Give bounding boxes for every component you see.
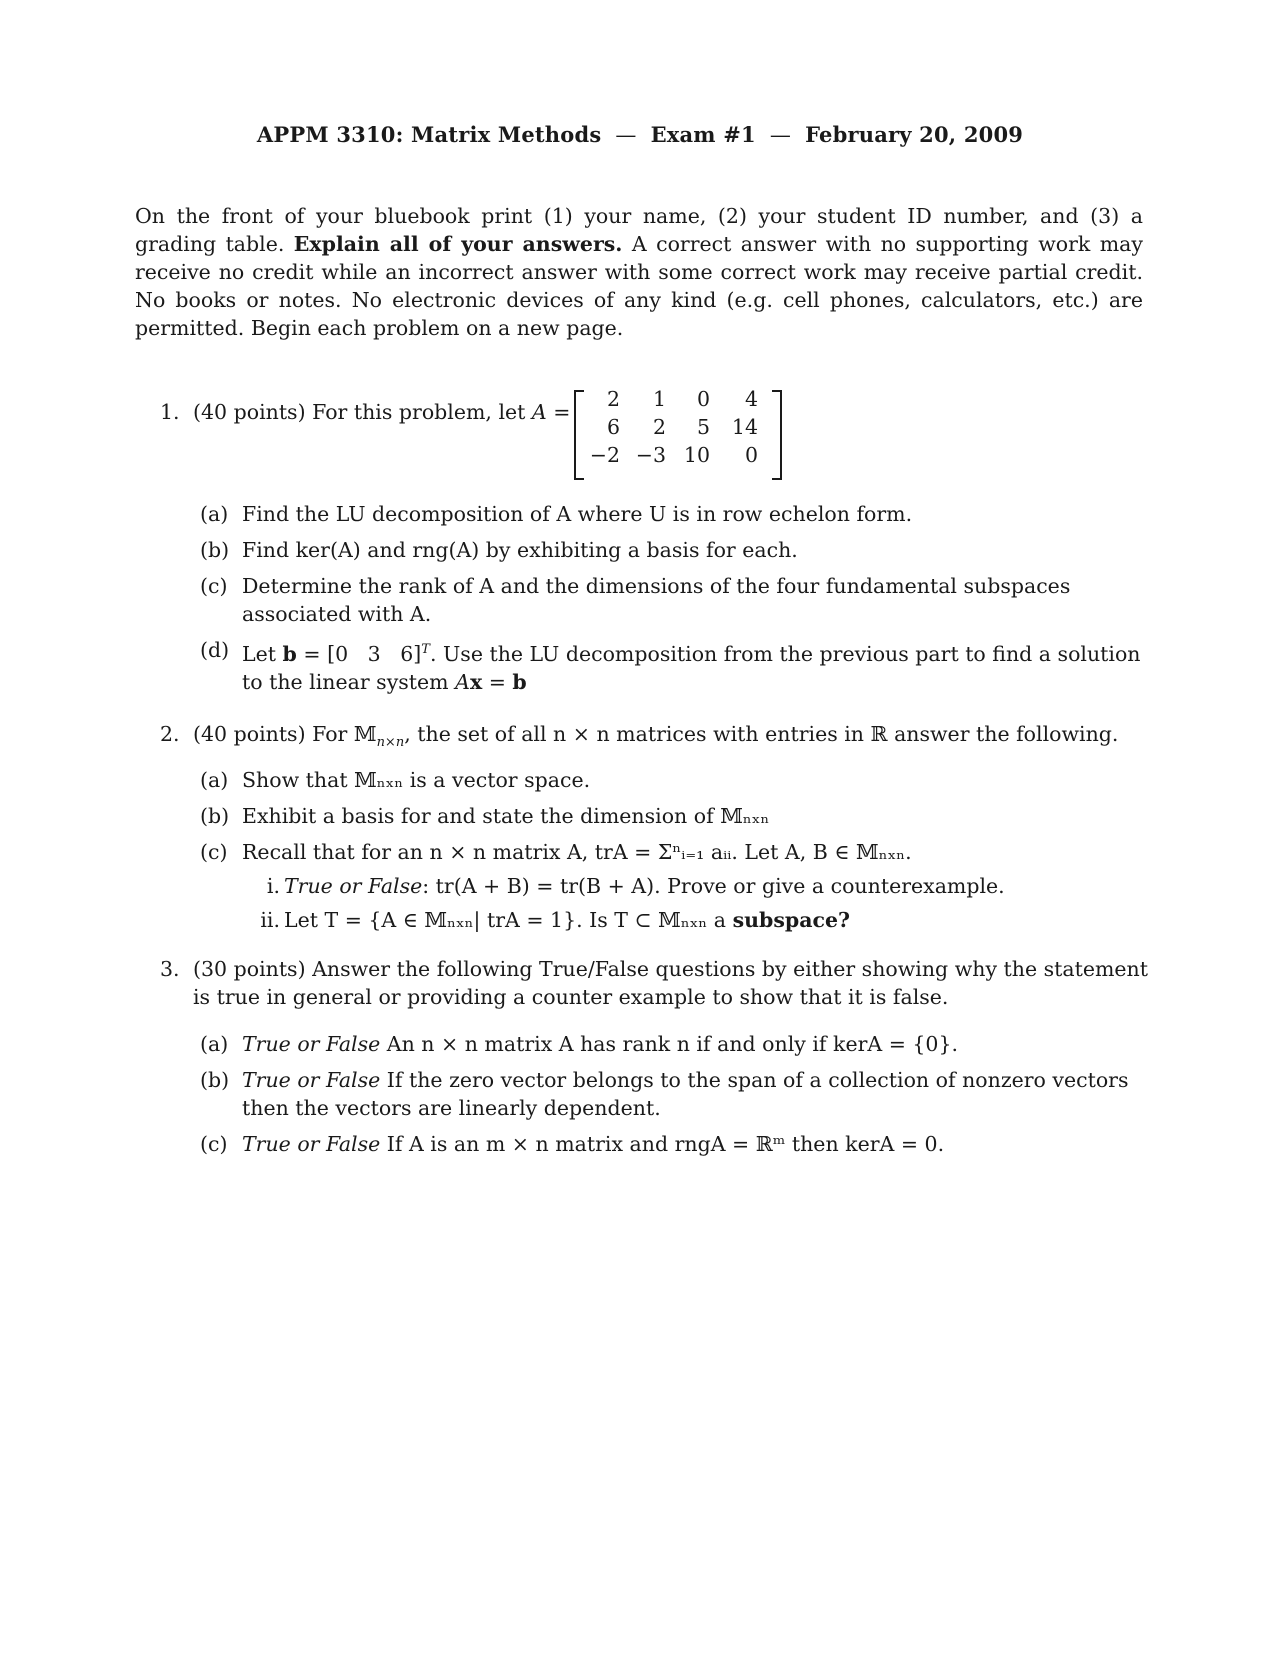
matrix-cell: 10 — [683, 443, 710, 467]
instructions-part-2: A correct answer with no supporting work may receive no credit while an incorrect answer with some correct work may receive partial credit. No books or notes. No electronic devices of any kind (e.g. cell phones, calculators, etc.) are permitted. Begin each problem on a new page. — [135, 232, 1143, 340]
matrix-right-bracket — [772, 390, 782, 480]
matrix-cell: 1 — [652, 387, 666, 411]
exam-date: February 20, 2009 — [805, 122, 1024, 147]
problem-3a-text: True or False An n × n matrix A has rank n if and only if kerA = {0}. — [242, 1032, 959, 1056]
problem-2-intro: (40 points) For 𝕄$_{n\times n}$, the set of all n × n matrices with entries in ℝ answer the following. — [193, 722, 1119, 751]
problem-1-intro: (40 points) For this problem, let A = — [193, 400, 571, 424]
problem-2-header — [160, 720, 1150, 751]
problem-3a-label: (a) — [200, 1032, 229, 1056]
problem-3c-text: True or False If A is an m × n matrix and rngA = ℝᵐ then kerA = 0. — [242, 1132, 945, 1156]
problem-1-number: 1. — [160, 400, 180, 424]
problem-1c-text: Determine the rank of A and the dimensions of the four fundamental subspaces associated with A. — [242, 574, 1071, 626]
matrix-A — [574, 387, 782, 478]
problem-1b-text: Find ker(A) and rng(A) by exhibiting a basis for each. — [242, 538, 798, 562]
matrix-cell: −3 — [635, 443, 666, 467]
exam-number: Exam #1 — [650, 122, 756, 147]
matrix-cell: 0 — [696, 387, 710, 411]
title-separator: — — [615, 123, 637, 147]
problem-2b-label: (b) — [200, 804, 230, 828]
problem-3b-text: True or False If the zero vector belongs to the span of a collection of nonzero vectors then the vectors are linearly dependent. — [242, 1068, 1129, 1120]
problem-3-header — [160, 955, 1150, 1009]
instructions — [135, 202, 1143, 342]
problem-3b-label: (b) — [200, 1068, 230, 1092]
problem-3c-label: (c) — [200, 1132, 228, 1156]
problem-1c-label: (c) — [200, 574, 228, 598]
instructions-part-1: On the front of your bluebook print (1) your name, (2) your student ID number, and (3) a grading table. — [135, 204, 1143, 256]
matrix-cell: 5 — [696, 415, 710, 439]
problem-2c-text: Recall that for an n × n matrix A, trA = Σⁿᵢ₌₁ aᵢᵢ. Let A, B ∈ 𝕄ₙₓₙ. — [242, 840, 912, 864]
course-title: APPM 3310: Matrix Methods — [256, 122, 602, 147]
problem-2a-text: Show that 𝕄ₙₓₙ is a vector space. — [242, 768, 591, 792]
matrix-cell: 14 — [731, 415, 758, 439]
problem-2a-label: (a) — [200, 768, 229, 792]
problem-3-intro: (30 points) Answer the following True/False questions by either showing why the statement is true in general or providing a counter example to show that it is false. — [193, 957, 1148, 1009]
problem-1a-text: Find the LU decomposition of A where U is in row echelon form. — [242, 502, 913, 526]
matrix-cell: −2 — [589, 443, 620, 467]
problem-3-number: 3. — [160, 957, 180, 981]
matrix-cell: 6 — [606, 415, 620, 439]
problem-2c-ii-text: Let T = {A ∈ 𝕄ₙₓₙ| trA = 1}. Is T ⊂ 𝕄ₙₓₙ a subspace? — [284, 908, 851, 932]
problem-1d-text: Let b = [0 3 6]$^T$. Use the LU decomposition from the previous part to find a solution to the linear system Ax = b — [242, 641, 1141, 694]
problem-1d-label: (d) — [200, 638, 230, 662]
problem-2b-text: Exhibit a basis for and state the dimension of 𝕄ₙₓₙ — [242, 804, 770, 828]
problem-1b-label: (b) — [200, 538, 230, 562]
problem-2c-i-label: i. — [266, 874, 280, 898]
problem-2-number: 2. — [160, 722, 180, 746]
problem-2c-ii-label: ii. — [260, 908, 280, 932]
matrix-cell: 0 — [744, 443, 758, 467]
problem-2c-i-text: True or False: tr(A + B) = tr(B + A). Prove or give a counterexample. — [284, 874, 1005, 898]
exam-title — [0, 122, 1280, 147]
title-separator-2: — — [769, 123, 792, 147]
problem-1a-label: (a) — [200, 502, 229, 526]
matrix-cell: 2 — [606, 387, 620, 411]
problem-2c-label: (c) — [200, 840, 228, 864]
matrix-cell: 2 — [652, 415, 666, 439]
instructions-bold: Explain all of your answers. — [293, 232, 623, 256]
matrix-cell: 4 — [744, 387, 758, 411]
